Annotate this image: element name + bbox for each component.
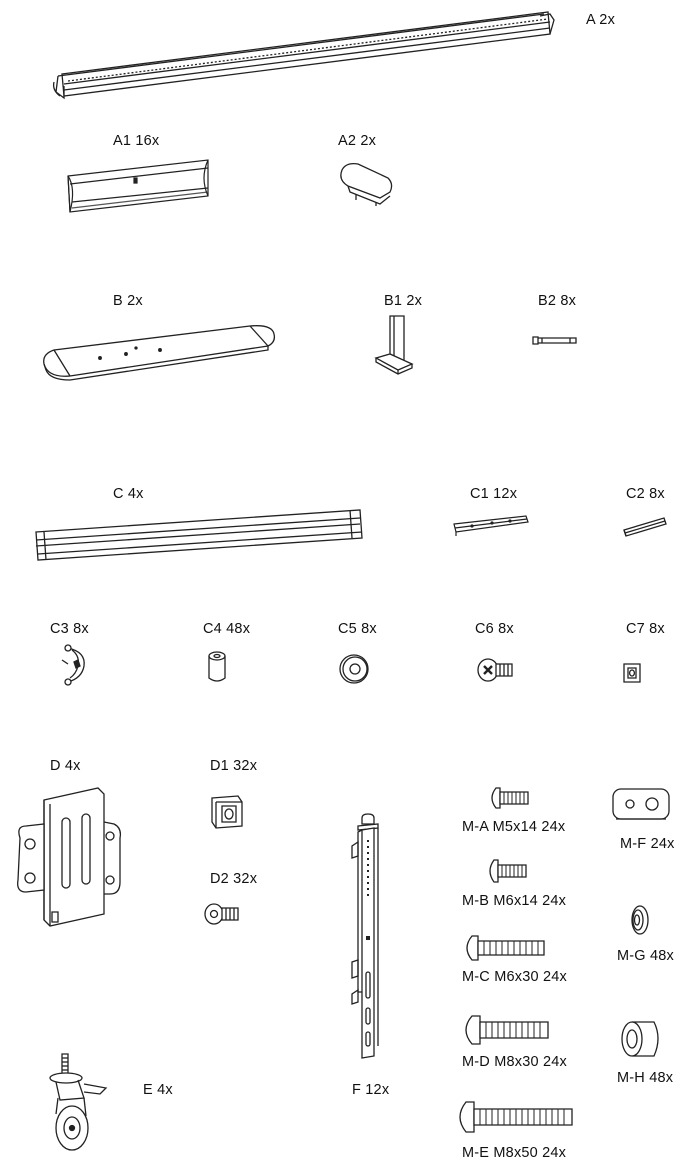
label-part-f: F 12x: [352, 1082, 390, 1098]
label-part-c7: C7 8x: [626, 621, 665, 637]
label-part-b1: B1 2x: [384, 293, 423, 309]
label-part-m-g: M-G 48x: [617, 948, 674, 964]
label-part-d1: D1 32x: [210, 758, 258, 774]
label-part-m-c: M-C M6x30 24x: [462, 969, 567, 985]
spacer-m-g-drawing: [626, 902, 654, 938]
strip-c1-drawing: [452, 514, 530, 536]
channel-a1-drawing: [64, 158, 212, 214]
label-part-m-f: M-F 24x: [620, 836, 675, 852]
label-part-m-b: M-B M6x14 24x: [462, 893, 567, 909]
screw-m-e-drawing: [454, 1100, 576, 1134]
label-part-c: C 4x: [113, 486, 144, 502]
label-part-m-e: M-E M8x50 24x: [462, 1145, 567, 1161]
clip-c3-drawing: [54, 642, 94, 686]
screw-m-c-drawing: [460, 934, 550, 962]
label-part-c2: C2 8x: [626, 486, 665, 502]
bracket-d-drawing: [14, 782, 124, 932]
label-part-b2: B2 8x: [538, 293, 577, 309]
bracket-b1-drawing: [372, 312, 416, 378]
label-part-e: E 4x: [143, 1082, 173, 1098]
label-part-c1: C1 12x: [470, 486, 518, 502]
nut-d1-drawing: [208, 792, 248, 832]
base-foot-b-drawing: [40, 320, 278, 382]
upright-f-drawing: [348, 812, 388, 1060]
rail-c-drawing: [34, 508, 366, 562]
label-part-a2: A2 2x: [338, 133, 377, 149]
bar-c2-drawing: [620, 514, 668, 540]
pin-b2-drawing: [530, 334, 582, 348]
screw-d2-drawing: [202, 902, 242, 928]
spacer-m-h-drawing: [618, 1018, 666, 1062]
rail-a-drawing: [50, 6, 560, 100]
label-part-d: D 4x: [50, 758, 81, 774]
spacer-c4-drawing: [204, 650, 230, 684]
label-part-m-a: M-A M5x14 24x: [462, 819, 566, 835]
label-part-c4: C4 48x: [203, 621, 251, 637]
label-part-m-d: M-D M8x30 24x: [462, 1054, 567, 1070]
label-part-c6: C6 8x: [475, 621, 514, 637]
end-cap-a2-drawing: [336, 160, 396, 206]
label-part-m-h: M-H 48x: [617, 1070, 674, 1086]
label-part-c5: C5 8x: [338, 621, 377, 637]
screw-m-b-drawing: [484, 858, 530, 884]
label-part-b: B 2x: [113, 293, 143, 309]
caster-wheel-e-drawing: [40, 1050, 116, 1154]
washer-c5-drawing: [336, 652, 372, 686]
label-part-c3: C3 8x: [50, 621, 89, 637]
screw-c6-drawing: [474, 656, 516, 686]
label-part-a1: A1 16x: [113, 133, 160, 149]
screw-m-d-drawing: [460, 1014, 552, 1046]
nut-c7-drawing: [620, 660, 646, 686]
screw-m-a-drawing: [486, 786, 532, 810]
label-part-d2: D2 32x: [210, 871, 258, 887]
label-part-a: A 2x: [586, 12, 616, 28]
plate-m-f-drawing: [610, 786, 672, 824]
